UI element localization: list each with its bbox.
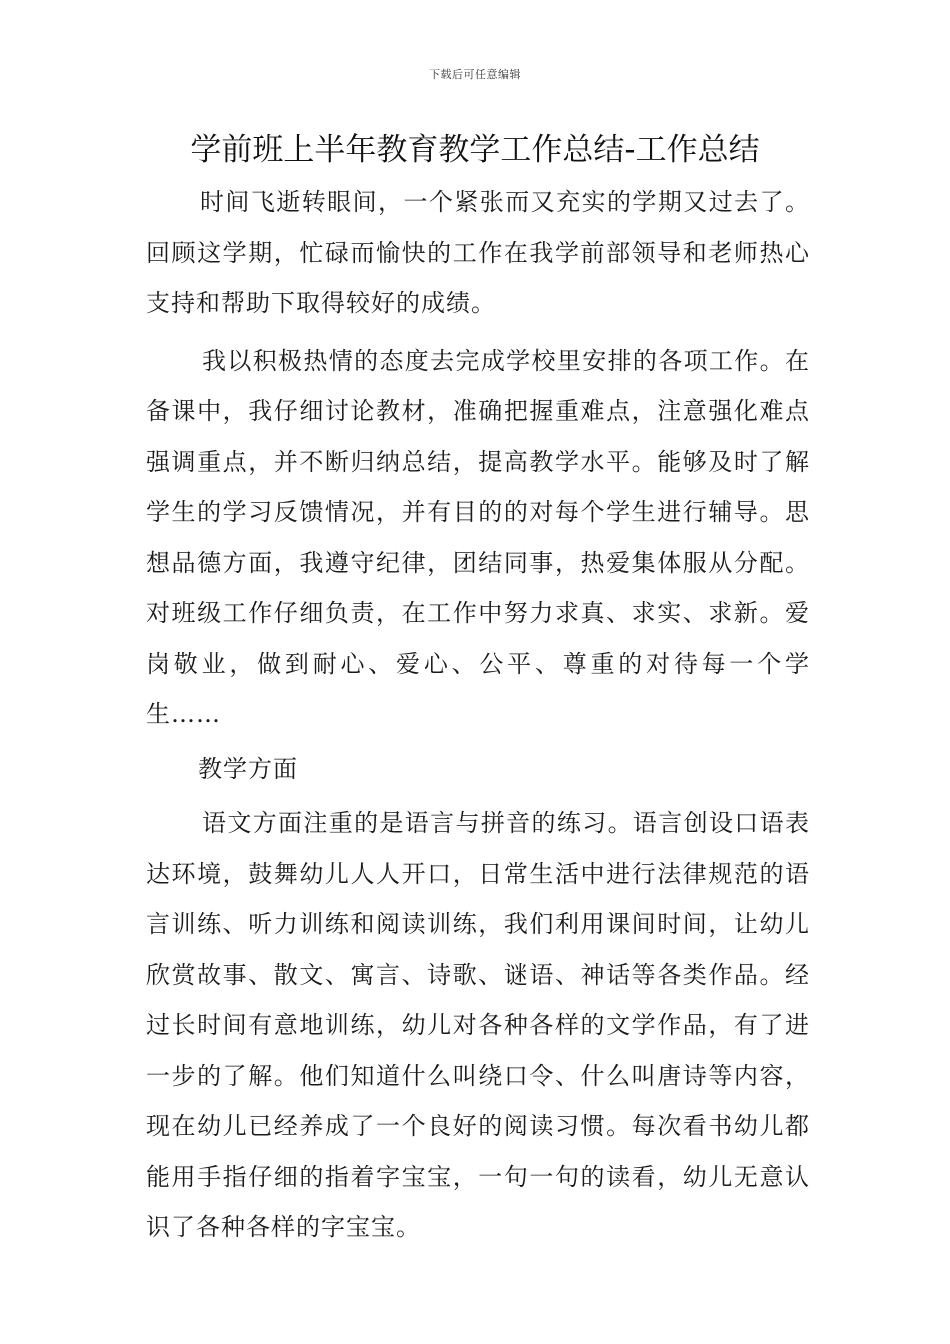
header-note: 下载后可任意编辑 — [429, 68, 521, 81]
paragraph-chinese-language: 语文方面注重的是语言与拼音的练习。语言创设口语表达环境，鼓舞幼儿人人开口，日常生活中进行法律规范的语言训练、听力训练和阅读训练，我们利用课间时间，让幼儿欣赏故事、散文、寓言、诗歌、谜语、神话等各类作品。经过长时间有意地训练，幼儿对各种各样的文学作品，有了进一步的了解。他们知道什么叫绕口令、什么叫唐诗等内容，现在幼儿已经养成了一个良好的阅读习惯。每次看书幼儿都能用手指仔细的指着字宝宝，一句一句的读看，幼儿无意认识了各种各样的字宝宝。 — [146, 809, 810, 1241]
document-title: 学前班上半年教育教学工作总结-工作总结 — [190, 132, 760, 168]
document-body — [146, 177, 810, 1253]
paragraph-intro: 时间飞逝转眼间，一个紧张而又充实的学期又过去了。回顾这学期，忙碌而愉快的工作在我学前部领导和老师热心支持和帮助下取得较好的成绩。 — [146, 188, 810, 317]
section-heading-teaching: 教学方面 — [198, 754, 298, 783]
paragraph-work-attitude: 我以积极热情的态度去完成学校里安排的各项工作。在备课中，我仔细讨论教材，准确把握重难点，注意强化难点强调重点，并不断归纳总结，提高教学水平。能够及时了解学生的学习反馈情况，并有目的的对每个学生进行辅导。思想品德方面，我遵守纪律，团结同事，热爱集体服从分配。对班级工作仔细负责，在工作中努力求真、求实、求新。爱岗敬业，做到耐心、爱心、公平、尊重的对待每一个学生…… — [146, 346, 810, 728]
